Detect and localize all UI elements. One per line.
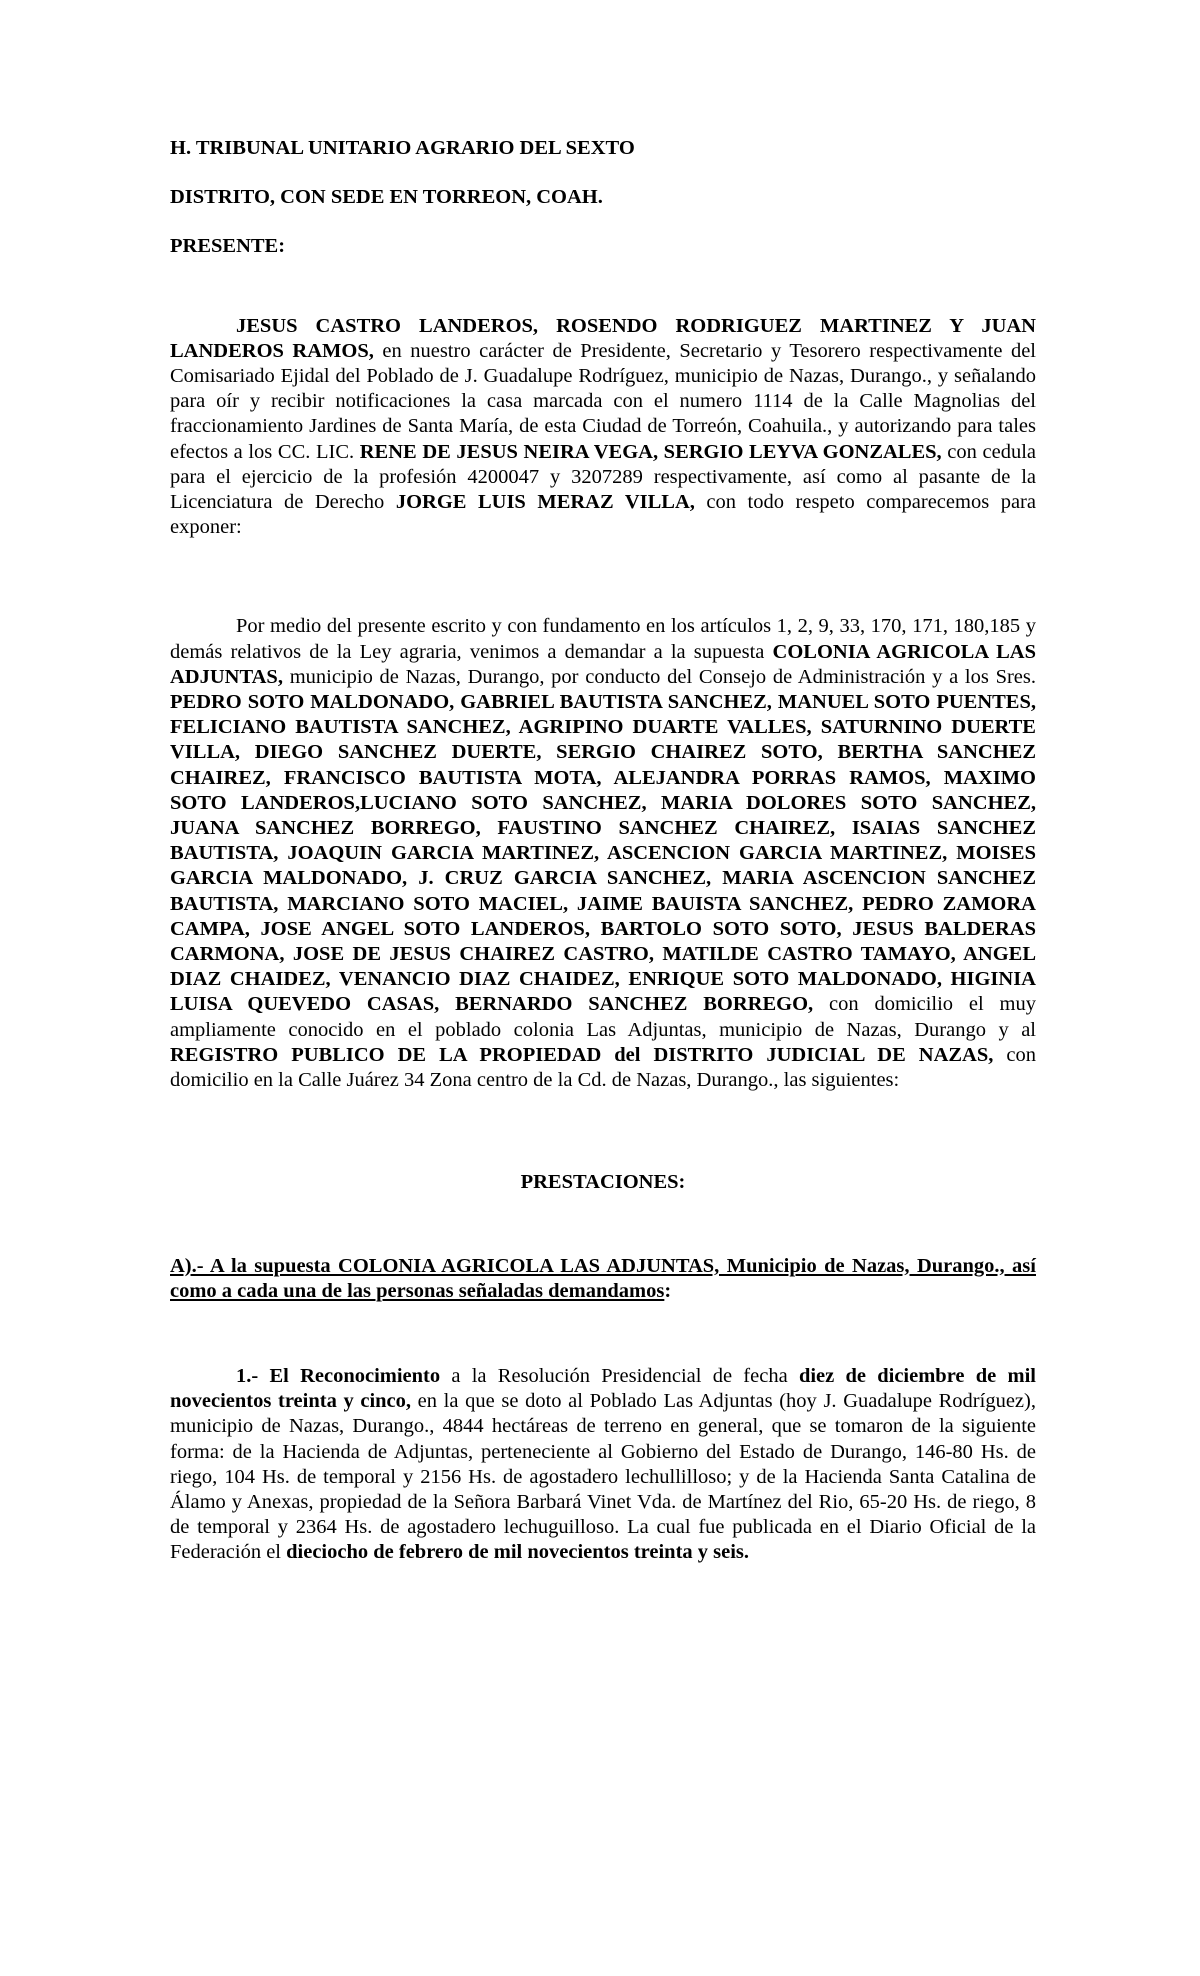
item-1-publication-date: dieciocho de febrero de mil novecientos treinta y seis. — [286, 1541, 750, 1564]
demand-text-3: con domicilio el muy ampliamente conocido en el poblado colonia Las Adjuntas, municipio de Nazas, Durango y al — [170, 993, 1036, 1041]
item-1-text-2: en la que se doto al Poblado Las Adjuntas (hoy J. Guadalupe Rodríguez), municipio de Nazas, Durango., 4844 hectáreas de terreno en general, que se tomaron de la siguiente forma: de la Hacienda de Adjuntas, perteneciente al Gobierno del Estado de Durango, 146-80 Hs. de riego, 104 Hs. de temporal y 2156 Hs. de agostadero lechullilloso; y de la Hacienda Santa Catalina de Álamo y Anexas, propiedad de la Señora Barbará Vinet Vda. de Martínez del Rio, 65-20 Hs. de riego, 8 de temporal y 2364 Hs. de agostadero lechuguilloso. La cual fue publicada en el Diario Oficial de la Federación el — [170, 1390, 1036, 1564]
colonia-name: COLONIA AGRICOLA LAS ADJUNTAS, — [170, 640, 1037, 688]
intro-paragraph — [170, 314, 1036, 541]
addressee-presente: PRESENTE: — [170, 235, 286, 258]
item-1-text-1: a la Resolución Presidencial de fecha — [440, 1364, 799, 1387]
addressee-line-2: DISTRITO, CON SEDE EN TORREON, COAH. — [170, 186, 603, 209]
intro-text-1: en nuestro carácter de Presidente, Secretario y Tesorero respectivamente del Comisariado Ejidal del Poblado de J. Guadalupe Rodríguez, municipio de Nazas, Durango., y señalando para oír y recibir notificaciones la casa marcada con el numero 1114 de la Calle Magnolias del fraccionamiento Jardines de Santa María, de esta Ciudad de Torreón, Coahuila., y autorizando para tales efectos a los CC. LIC. — [170, 339, 1036, 463]
authorized-lawyers: RENE DE JESUS NEIRA VEGA, SERGIO LEYVA GONZALES, — [359, 440, 942, 463]
demand-text-1: Por medio del presente escrito y con fundamento en los artículos 1, 2, 9, 33, 170, 171, 180,185 y demás relativos de la Ley agraria, venimos a demandar a la supuesta — [170, 615, 1036, 663]
registro-name: REGISTRO PUBLICO DE LA PROPIEDAD del DISTRITO JUDICIAL DE NAZAS, — [170, 1043, 994, 1066]
section-a-colon: : — [664, 1279, 672, 1302]
intro-text-2: con cedula para el ejercicio de la profesión 4200047 y 3207289 respectivamente, así como al pasante de la Licenciatura de Derecho — [170, 440, 1036, 514]
addressee-line-1: H. TRIBUNAL UNITARIO AGRARIO DEL SEXTO — [170, 137, 635, 159]
defendants-list: PEDRO SOTO MALDONADO, GABRIEL BAUTISTA SANCHEZ, MANUEL SOTO PUENTES, FELICIANO BAUTISTA SANCHEZ, AGRIPINO DUARTE VALLES, SATURNINO DUERTE VILLA, DIEGO SANCHEZ DUERTE, SERGIO CHAIREZ SOTO, BERTHA SANCHEZ CHAIREZ, FRANCISCO BAUTISTA MOTA, ALEJANDRA PORRAS RAMOS, MAXIMO SOTO LANDEROS,LUCIANO SOTO SANCHEZ, MARIA DOLORES SOTO SANCHEZ, JUANA SANCHEZ BORREGO, FAUSTINO SANCHEZ CHAIREZ, ISAIAS SANCHEZ BAUTISTA, JOAQUIN GARCIA MARTINEZ, ASCENCION GARCIA MARTINEZ, MOISES GARCIA MALDONADO, J. CRUZ GARCIA SANCHEZ, MARIA ASCENCION SANCHEZ BAUTISTA, MARCIANO SOTO MACIEL, JAIME BAUISTA SANCHEZ, PEDRO ZAMORA CAMPA, JOSE ANGEL SOTO LANDEROS, BARTOLO SOTO SOTO, JESUS BALDERAS CARMONA, JOSE DE JESUS CHAIREZ CASTRO, MATILDE CASTRO TAMAYO, ANGEL DIAZ CHAIDEZ, VENANCIO DIAZ CHAIDEZ, ENRIQUE SOTO MALDONADO, HIGINIA LUISA QUEVEDO CASAS, BERNARDO SANCHEZ BORREGO, — [170, 691, 1036, 1016]
prestaciones-title: PRESTACIONES: — [520, 1171, 686, 1194]
item-1-label: 1.- El Reconocimiento — [236, 1364, 441, 1387]
demand-paragraph — [170, 614, 1036, 1093]
demand-text-2: municipio de Nazas, Durango, por conducto del Consejo de Administración y a los Sres. — [282, 665, 1036, 688]
intro-text-3: con todo respeto comparecemos para exponer: — [170, 491, 1036, 539]
item-1-paragraph — [170, 1364, 1036, 1566]
section-a-heading — [170, 1254, 1036, 1304]
item-1-date: diez de diciembre de mil novecientos treinta y cinco, — [170, 1364, 1036, 1413]
plaintiff-names: JESUS CASTRO LANDEROS, ROSENDO RODRIGUEZ MARTINEZ Y JUAN LANDEROS RAMOS, — [170, 314, 1036, 362]
section-a-text: A).- A la supuesta COLONIA AGRICOLA LAS ADJUNTAS, Municipio de Nazas, Durango., así como a cada una de las personas señaladas demandamos — [170, 1254, 1036, 1302]
document-body — [170, 136, 1036, 1566]
demand-text-4: con domicilio en la Calle Juárez 34 Zona centro de la Cd. de Nazas, Durango., las siguientes: — [170, 1043, 1036, 1092]
pasante-name: JORGE LUIS MERAZ VILLA, — [395, 491, 695, 514]
